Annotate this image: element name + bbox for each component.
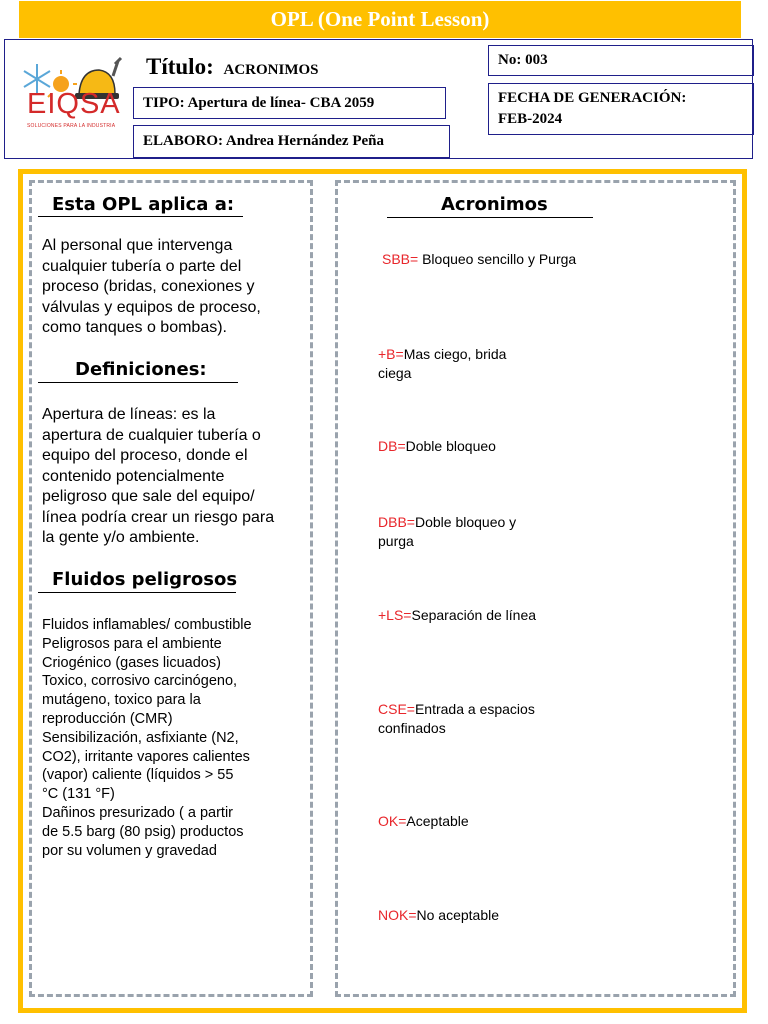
acronym-item-dbb xyxy=(378,513,548,551)
fluidos-line: Dañinos presurizado ( a partir xyxy=(42,804,234,821)
opl-banner xyxy=(19,1,741,38)
acronym-key: +B= xyxy=(378,346,404,362)
logo-tagline: SOLUCIONES PARA LA INDUSTRIA xyxy=(27,123,116,129)
fluidos-line: Criogénico (gases licuados) xyxy=(42,654,221,671)
acronym-item-sbb xyxy=(378,250,578,269)
acronym-desc: Mas ciego, brida ciega xyxy=(378,346,507,381)
acronym-desc: No aceptable xyxy=(416,907,500,923)
acronym-key: CSE= xyxy=(378,701,415,717)
title-label: Título: xyxy=(146,54,214,79)
title-value: ACRONIMOS xyxy=(223,62,319,78)
fluidos-line: reproducción (CMR) xyxy=(42,710,173,727)
acronym-item-cse xyxy=(378,700,563,738)
definiciones-text: Apertura de líneas: es la apertura de cualquier tubería o equipo del proceso, donde el contenido potencialmente peligroso que sale del equipo/ línea podría crear un riesgo para la gente y/o ambiente. xyxy=(42,406,275,546)
acronym-key: +LS= xyxy=(378,607,412,623)
number-box xyxy=(488,45,754,76)
fluidos-underline xyxy=(38,592,236,593)
acronimos-underline xyxy=(387,217,593,218)
acronym-key: OK= xyxy=(378,813,407,829)
fluidos-line: (vapor) caliente (líquidos > 55 xyxy=(42,767,234,784)
fluidos-heading: Fluidos peligrosos xyxy=(52,569,238,590)
fluidos-line: °C (131 °F) xyxy=(42,786,115,803)
elaboro-box xyxy=(133,125,450,158)
document-title xyxy=(146,54,319,80)
elaboro-text: ELABORO: Andrea Hernández Peña xyxy=(143,133,384,149)
acronym-key: DBB= xyxy=(378,514,415,530)
right-column xyxy=(335,180,736,997)
fluidos-line: por su volumen y gravedad xyxy=(42,842,217,859)
acronimos-heading: Acronimos xyxy=(441,194,548,215)
header-block xyxy=(4,39,753,159)
acronym-desc: Aceptable xyxy=(406,813,469,829)
acronym-desc: Separación de línea xyxy=(411,607,537,623)
definiciones-heading: Definiciones: xyxy=(75,359,207,380)
fluidos-line: Peligrosos para el ambiente xyxy=(42,635,222,652)
acronym-key: SBB= xyxy=(382,251,419,267)
acronym-item-b xyxy=(378,345,538,383)
fecha-label: FECHA DE GENERACIÓN: xyxy=(498,90,687,106)
fecha-value: FEB-2024 xyxy=(498,111,563,127)
acronym-desc: Doble bloqueo xyxy=(405,438,496,454)
number-text: No: 003 xyxy=(498,52,548,68)
definiciones-underline xyxy=(38,382,238,383)
tipo-box xyxy=(133,87,446,119)
acronym-key: DB= xyxy=(378,438,406,454)
acronym-item-nok xyxy=(378,906,578,925)
aplica-text: Al personal que intervenga cualquier tubería o parte del proceso (bridas, conexiones y válvulas y equipos de proceso, como tanques o bombas). xyxy=(42,237,261,336)
acronym-item-ok xyxy=(378,812,578,831)
fluidos-line: de 5.5 barg (80 psig) productos xyxy=(42,823,244,840)
acronym-desc: Entrada a espacios confinados xyxy=(378,701,535,736)
banner-title: OPL (One Point Lesson) xyxy=(270,7,490,31)
fecha-box xyxy=(488,83,754,135)
aplica-underline xyxy=(38,216,243,217)
acronym-desc: Bloqueo sencillo y Purga xyxy=(418,251,577,267)
tipo-text: TIPO: Apertura de línea- CBA 2059 xyxy=(143,94,375,111)
logo-wordmark: EIQSA xyxy=(27,88,121,120)
fluidos-list xyxy=(42,616,282,860)
fluidos-line: Sensibilización, asfixiante (N2, xyxy=(42,729,239,746)
acronym-desc: Doble bloqueo y purga xyxy=(378,514,517,549)
aplica-heading: Esta OPL aplica a: xyxy=(52,194,235,215)
fluidos-line: Toxico, corrosivo carcinógeno, xyxy=(42,673,238,690)
acronym-key: NOK= xyxy=(378,907,417,923)
fluidos-line: CO2), irritante vapores calientes xyxy=(42,748,250,765)
acronym-item-ls xyxy=(378,606,578,625)
fluidos-line: mutágeno, toxico para la xyxy=(42,692,201,709)
fluidos-line: Fluidos inflamables/ combustible xyxy=(42,617,252,633)
acronym-item-db xyxy=(378,437,578,456)
